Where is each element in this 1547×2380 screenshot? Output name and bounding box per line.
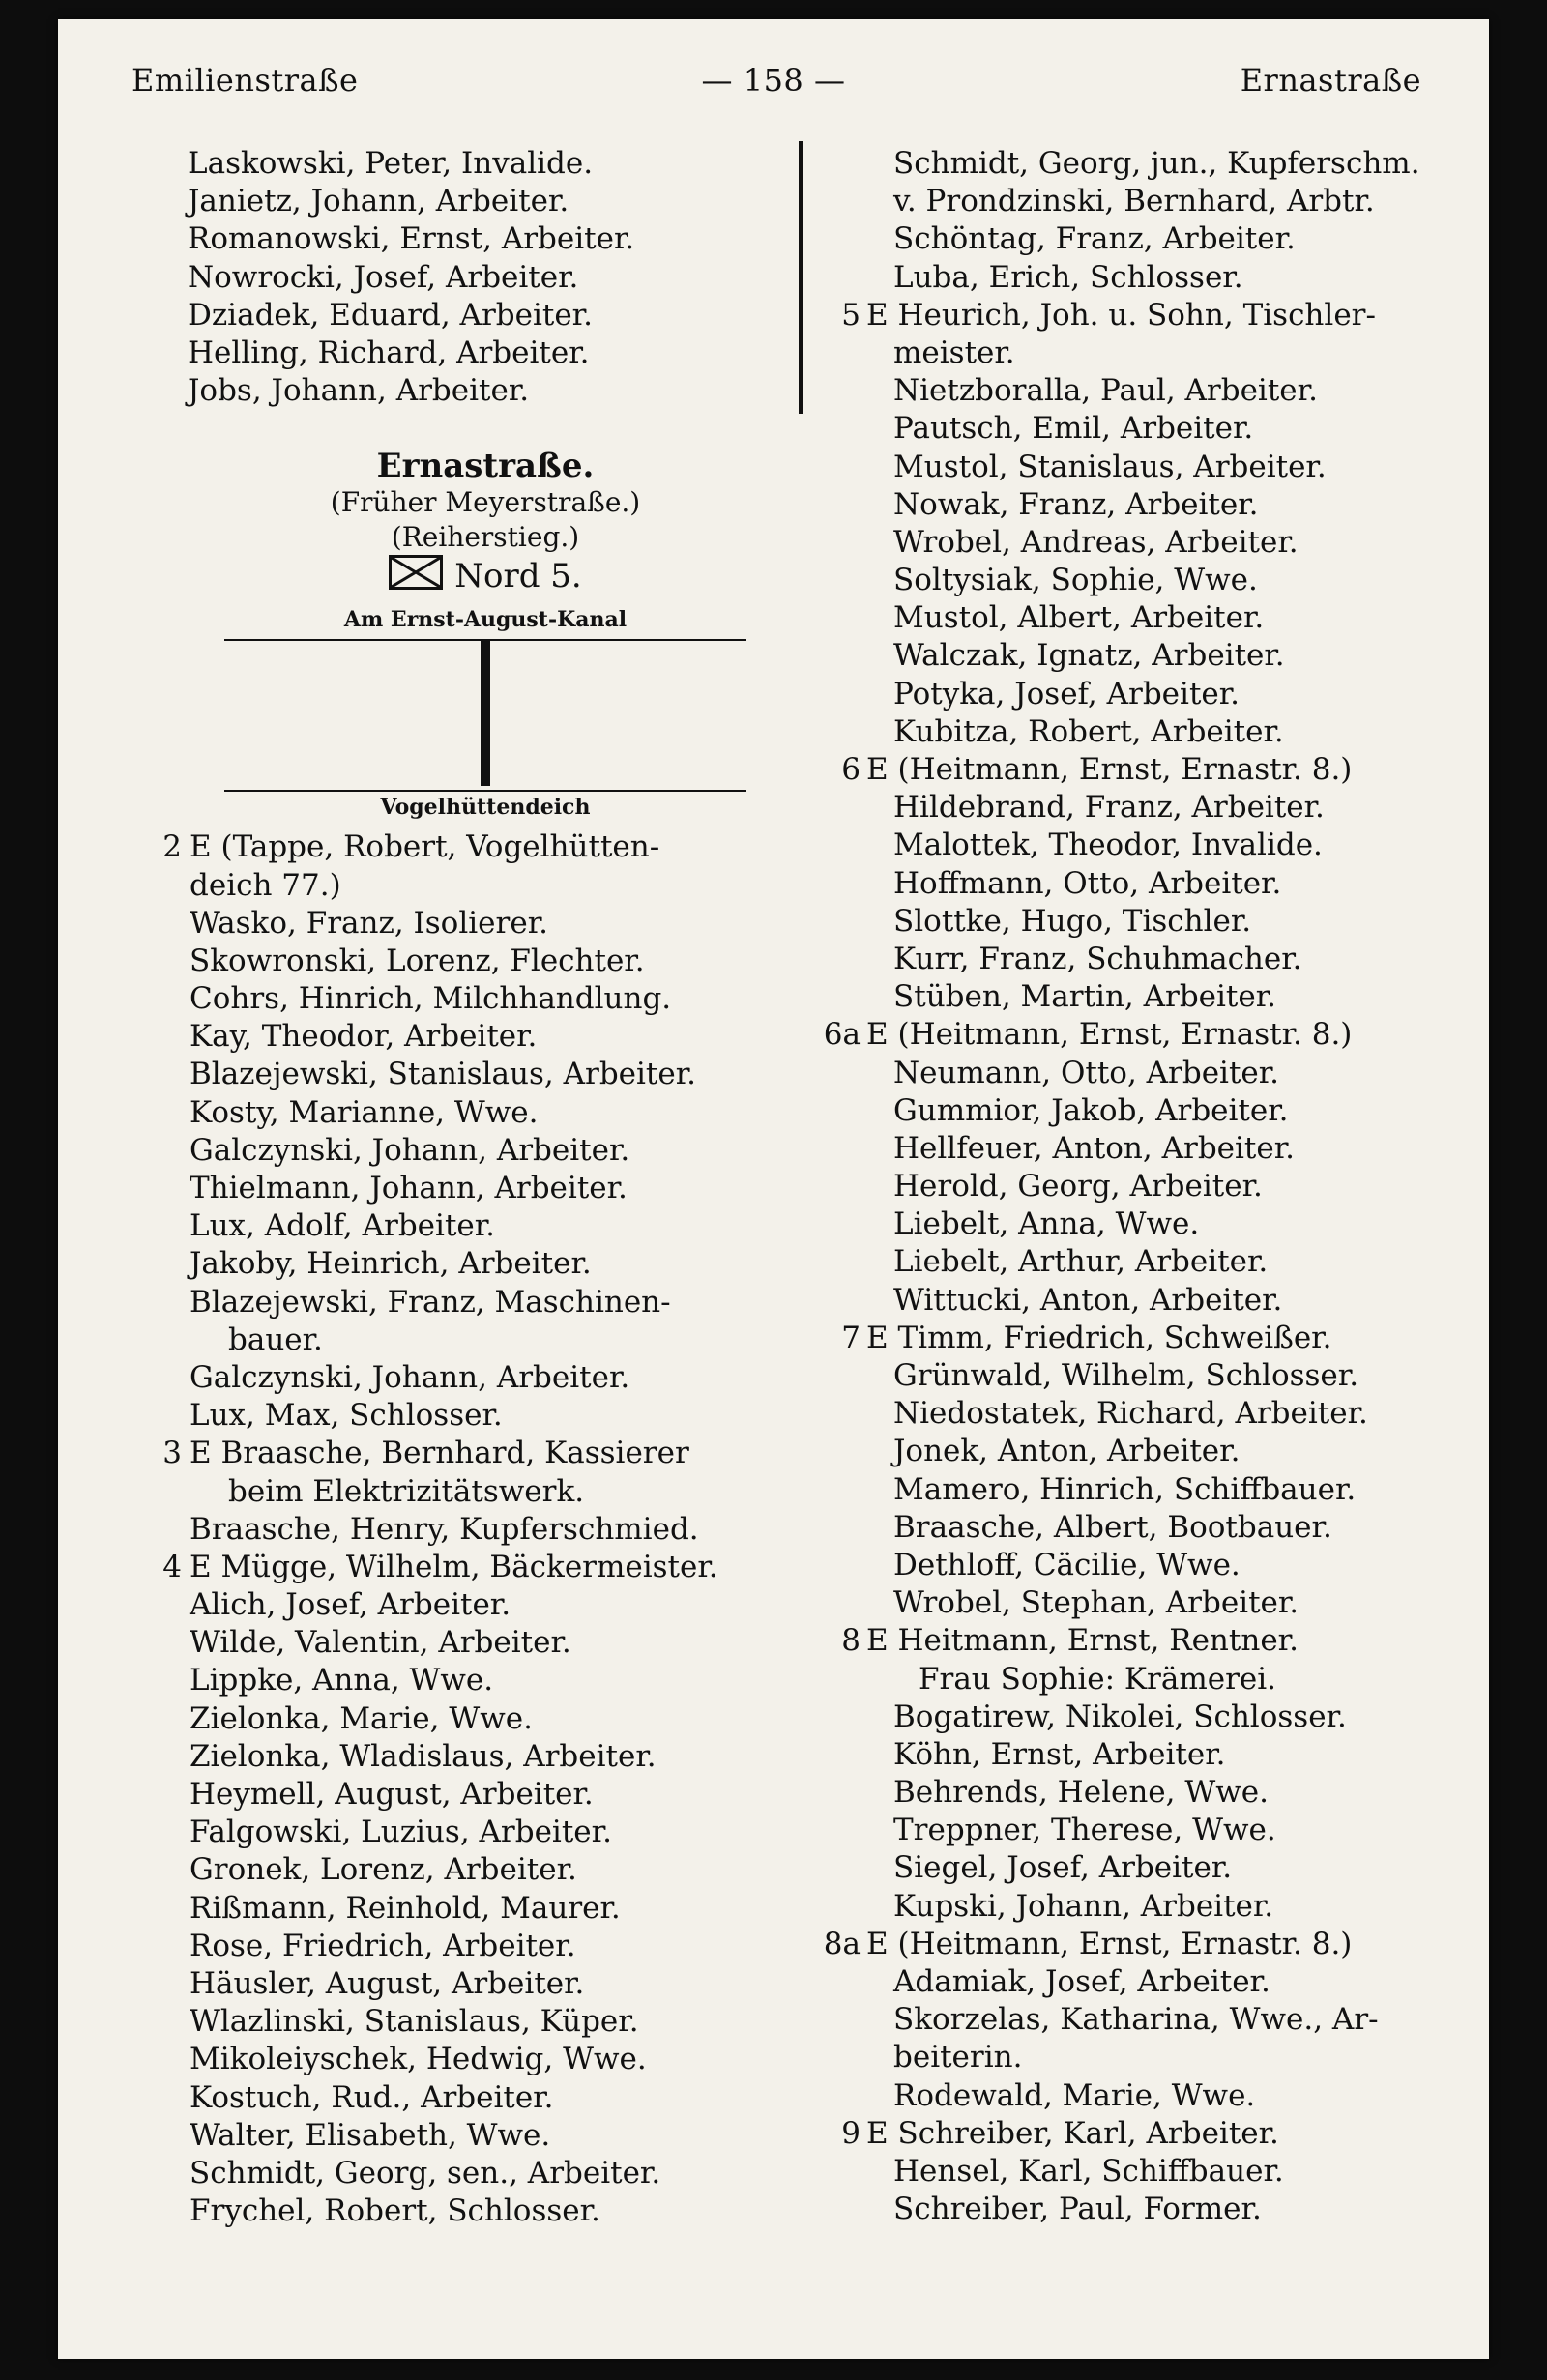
entry-text: Braasche, Henry, Kupferschmied. bbox=[190, 1511, 699, 1547]
entry-text: E (Heitmann, Ernst, Ernastr. 8.) bbox=[866, 1017, 1353, 1053]
entry-text: Blazejewski, Stanislaus, Arbeiter. bbox=[190, 1057, 696, 1092]
entry-text: Stüben, Martin, Arbeiter. bbox=[893, 979, 1276, 1015]
directory-entry bbox=[155, 1284, 793, 1321]
house-number: 4 bbox=[162, 1549, 182, 1584]
entry-text: Alich, Josef, Arbeiter. bbox=[190, 1587, 511, 1623]
left-house-entries bbox=[155, 828, 793, 2230]
directory-entry bbox=[832, 1963, 1450, 2001]
directory-entry bbox=[155, 145, 793, 183]
entry-text: Wlazlinski, Stanislaus, Küper. bbox=[190, 2004, 639, 2040]
directory-page bbox=[58, 19, 1489, 2359]
entry-text: Schmidt, Georg, jun., Kupferschm. bbox=[893, 146, 1420, 181]
directory-entry bbox=[155, 372, 793, 410]
directory-entry bbox=[155, 297, 793, 334]
entry-text: Neumann, Otto, Arbeiter. bbox=[893, 1055, 1280, 1090]
entry-text: Potyka, Josef, Arbeiter. bbox=[893, 676, 1241, 711]
entry-text: Luba, Erich, Schlosser. bbox=[893, 259, 1243, 295]
directory-entry bbox=[832, 1849, 1450, 1887]
entry-text: Rißmann, Reinhold, Maurer. bbox=[190, 1890, 621, 1926]
directory-entry bbox=[155, 943, 793, 980]
entry-text: E Timm, Friedrich, Schweißer. bbox=[866, 1320, 1332, 1355]
postal-district-label: Nord 5. bbox=[454, 557, 582, 596]
directory-entry bbox=[155, 1738, 793, 1776]
street-district: (Reiherstieg.) bbox=[391, 521, 580, 554]
entry-text: Braasche, Albert, Bootbauer. bbox=[893, 1509, 1332, 1545]
directory-entry bbox=[155, 828, 793, 866]
directory-entry bbox=[832, 1774, 1450, 1812]
directory-entry bbox=[155, 259, 793, 297]
entry-text: Skorzelas, Katharina, Wwe., Ar- bbox=[893, 2002, 1379, 2038]
directory-entry bbox=[832, 1357, 1450, 1395]
entry-text: Romanowski, Ernst, Arbeiter. bbox=[188, 221, 635, 257]
entry-text: Pautsch, Emil, Arbeiter. bbox=[893, 411, 1254, 447]
directory-entry bbox=[823, 1926, 1450, 1963]
house-number: 8 bbox=[841, 1623, 861, 1659]
directory-entry bbox=[832, 865, 1450, 903]
entry-text: Malottek, Theodor, Invalide. bbox=[893, 827, 1323, 863]
entry-text: Niedostatek, Richard, Arbeiter. bbox=[893, 1396, 1368, 1432]
directory-entry bbox=[832, 1130, 1450, 1168]
directory-entry bbox=[155, 1890, 793, 1928]
directory-entry bbox=[155, 2041, 793, 2078]
entry-text: Mustol, Albert, Arbeiter. bbox=[893, 600, 1265, 636]
street-end-label: Vogelhüttendeich bbox=[380, 795, 591, 821]
entry-text: Lux, Adolf, Arbeiter. bbox=[190, 1208, 496, 1244]
house-number: 6a bbox=[823, 1017, 861, 1053]
directory-entry bbox=[832, 1395, 1450, 1433]
directory-entry bbox=[832, 410, 1450, 448]
directory-entry bbox=[155, 1359, 793, 1397]
directory-entry bbox=[832, 2001, 1450, 2039]
directory-entry bbox=[155, 1170, 793, 1207]
entry-text: Schmidt, Georg, sen., Arbeiter. bbox=[190, 2155, 661, 2191]
entry-text: Kupski, Johann, Arbeiter. bbox=[893, 1888, 1274, 1924]
entry-text: Blazejewski, Franz, Maschinen- bbox=[190, 1284, 671, 1320]
directory-entry bbox=[832, 183, 1450, 220]
directory-entry bbox=[832, 1168, 1450, 1205]
directory-entry bbox=[155, 1321, 793, 1359]
directory-entry bbox=[155, 1018, 793, 1056]
directory-entry bbox=[155, 1397, 793, 1435]
entry-text: Kosty, Marianne, Wwe. bbox=[190, 1094, 539, 1130]
directory-entry bbox=[832, 562, 1450, 599]
directory-entry bbox=[832, 1433, 1450, 1470]
directory-entry bbox=[832, 1547, 1450, 1584]
page-number: — 158 — bbox=[701, 62, 846, 99]
directory-entry bbox=[832, 449, 1450, 486]
entry-text: meister. bbox=[893, 334, 1015, 370]
directory-entry bbox=[832, 1509, 1450, 1547]
directory-entry bbox=[155, 1511, 793, 1549]
entry-text: Zielonka, Wladislaus, Arbeiter. bbox=[190, 1738, 657, 1774]
entry-text: Liebelt, Arthur, Arbeiter. bbox=[893, 1244, 1269, 1280]
directory-entry bbox=[832, 1092, 1450, 1130]
entry-text: Siegel, Josef, Arbeiter. bbox=[893, 1850, 1233, 1886]
entry-text: Häusler, August, Arbeiter. bbox=[190, 1965, 585, 2001]
directory-entry bbox=[155, 1207, 793, 1245]
directory-entry bbox=[155, 1056, 793, 1093]
directory-entry bbox=[823, 1016, 1450, 1054]
entry-text: Skowronski, Lorenz, Flechter. bbox=[190, 943, 645, 978]
directory-entry bbox=[155, 1965, 793, 2003]
entry-text: Galczynski, Johann, Arbeiter. bbox=[190, 1132, 630, 1168]
entry-text: Köhn, Ernst, Arbeiter. bbox=[893, 1736, 1226, 1772]
directory-entry bbox=[832, 1584, 1450, 1622]
directory-entry bbox=[832, 297, 1450, 334]
entry-text: Frychel, Robert, Schlosser. bbox=[190, 2193, 600, 2229]
directory-entry bbox=[832, 524, 1450, 562]
entry-text: Kurr, Franz, Schuhmacher. bbox=[893, 941, 1302, 976]
directory-entry bbox=[155, 1094, 793, 1132]
directory-entry bbox=[832, 637, 1450, 675]
directory-entry bbox=[832, 827, 1450, 864]
entry-text: Treppner, Therese, Wwe. bbox=[893, 1813, 1276, 1848]
directory-entry bbox=[832, 1812, 1450, 1849]
entry-text: Schöntag, Franz, Arbeiter. bbox=[893, 221, 1296, 257]
directory-entry bbox=[832, 1471, 1450, 1509]
left-column bbox=[155, 145, 793, 2230]
directory-entry bbox=[832, 259, 1450, 297]
entry-text: beim Elektrizitätswerk. bbox=[228, 1473, 585, 1509]
entry-text: Kay, Theodor, Arbeiter. bbox=[190, 1019, 538, 1055]
entry-text: E Braasche, Bernhard, Kassierer bbox=[190, 1436, 689, 1471]
directory-entry bbox=[832, 1055, 1450, 1092]
directory-entry bbox=[832, 2077, 1450, 2115]
entry-text: Rose, Friedrich, Arbeiter. bbox=[190, 1928, 576, 1963]
directory-entry bbox=[155, 1435, 793, 1472]
directory-entry bbox=[155, 1473, 793, 1511]
entry-text: Wittucki, Anton, Arbeiter. bbox=[893, 1282, 1283, 1318]
entry-text: Cohrs, Hinrich, Milchhandlung. bbox=[190, 981, 672, 1017]
street-title: Ernastraße. bbox=[376, 447, 595, 486]
entry-text: Kostuch, Rud., Arbeiter. bbox=[190, 2079, 554, 2115]
directory-entry bbox=[155, 1245, 793, 1283]
directory-entry bbox=[155, 1624, 793, 1662]
entry-text: Mikoleiyschek, Hedwig, Wwe. bbox=[190, 2042, 647, 2077]
entry-text: Dethloff, Cäcilie, Wwe. bbox=[893, 1547, 1241, 1582]
directory-entry bbox=[832, 713, 1450, 751]
entry-text: Schreiber, Paul, Former. bbox=[893, 2191, 1262, 2227]
running-head bbox=[58, 62, 1489, 110]
entry-text: deich 77.) bbox=[190, 867, 341, 903]
entry-text: E (Heitmann, Ernst, Ernastr. 8.) bbox=[866, 1926, 1353, 1961]
entry-text: Wrobel, Stephan, Arbeiter. bbox=[893, 1585, 1299, 1621]
entry-text: Laskowski, Peter, Invalide. bbox=[188, 146, 594, 181]
directory-entry bbox=[832, 1205, 1450, 1243]
entry-text: Herold, Georg, Arbeiter. bbox=[893, 1169, 1263, 1205]
street-former-name: (Früher Meyerstraße.) bbox=[330, 486, 641, 519]
entry-text: Gronek, Lorenz, Arbeiter. bbox=[190, 1852, 577, 1888]
entry-text: Bogatirew, Nikolei, Schlosser. bbox=[893, 1698, 1347, 1734]
directory-entry bbox=[155, 1700, 793, 1738]
directory-entry bbox=[832, 1888, 1450, 1926]
directory-entry bbox=[832, 978, 1450, 1016]
directory-entry bbox=[155, 183, 793, 220]
directory-entry bbox=[832, 751, 1450, 789]
directory-entry bbox=[155, 980, 793, 1018]
directory-entry bbox=[155, 2155, 793, 2192]
entry-text: Rodewald, Marie, Wwe. bbox=[893, 2077, 1256, 2113]
entry-text: Zielonka, Marie, Wwe. bbox=[190, 1700, 533, 1736]
postal-district bbox=[224, 555, 746, 596]
entry-text: Hildebrand, Franz, Arbeiter. bbox=[893, 790, 1325, 826]
directory-entry bbox=[832, 1698, 1450, 1736]
directory-entry bbox=[832, 1282, 1450, 1320]
directory-entry bbox=[155, 2079, 793, 2117]
entry-text: Wilde, Valentin, Arbeiter. bbox=[190, 1625, 571, 1661]
entry-text: E Heitmann, Ernst, Rentner. bbox=[866, 1623, 1299, 1659]
envelope-icon bbox=[389, 555, 443, 590]
entry-text: Mustol, Stanislaus, Arbeiter. bbox=[893, 449, 1327, 484]
house-number: 9 bbox=[841, 2115, 861, 2151]
street-heading-block bbox=[224, 447, 746, 828]
entry-text: Hellfeuer, Anton, Arbeiter. bbox=[893, 1130, 1295, 1166]
header-left-street: Emilienstraße bbox=[131, 62, 359, 99]
directory-entry bbox=[832, 372, 1450, 410]
entry-text: Kubitza, Robert, Arbeiter. bbox=[893, 713, 1284, 749]
entry-text: Behrends, Helene, Wwe. bbox=[893, 1775, 1269, 1811]
house-number: 5 bbox=[841, 297, 861, 333]
entry-text: Falgowski, Luzius, Arbeiter. bbox=[190, 1814, 612, 1850]
directory-entry bbox=[155, 220, 793, 258]
directory-entry bbox=[832, 2115, 1450, 2153]
directory-entry bbox=[155, 1132, 793, 1170]
directory-entry bbox=[155, 1851, 793, 1889]
entry-text: Helling, Richard, Arbeiter. bbox=[188, 334, 590, 370]
directory-entry bbox=[155, 867, 793, 905]
entry-text: Hensel, Karl, Schiffbauer. bbox=[893, 2153, 1284, 2189]
entry-text: Jonek, Anton, Arbeiter. bbox=[893, 1434, 1241, 1469]
entry-text: Gummior, Jakob, Arbeiter. bbox=[893, 1092, 1289, 1128]
house-number: 2 bbox=[162, 829, 182, 865]
directory-entry bbox=[832, 1736, 1450, 1774]
header-right-street: Ernastraße bbox=[1240, 62, 1421, 99]
directory-entry bbox=[832, 599, 1450, 637]
entry-text: E (Tappe, Robert, Vogelhütten- bbox=[190, 829, 660, 865]
entry-text: Galczynski, Johann, Arbeiter. bbox=[190, 1359, 630, 1395]
entry-text: E Schreiber, Karl, Arbeiter. bbox=[866, 2115, 1279, 2151]
entry-text: bauer. bbox=[228, 1321, 323, 1357]
directory-entry bbox=[155, 2117, 793, 2155]
left-top-entries bbox=[155, 145, 793, 410]
directory-entry bbox=[832, 2153, 1450, 2191]
entry-text: Wasko, Franz, Isolierer. bbox=[190, 905, 548, 941]
entry-text: beiterin. bbox=[893, 2040, 1023, 2075]
directory-entry bbox=[832, 1320, 1450, 1357]
street-diagram-street-line bbox=[481, 641, 490, 786]
directory-entry bbox=[832, 903, 1450, 941]
directory-entry bbox=[155, 1814, 793, 1851]
entry-text: Soltysiak, Sophie, Wwe. bbox=[893, 563, 1258, 598]
directory-entry bbox=[155, 1549, 793, 1586]
entry-text: Lippke, Anna, Wwe. bbox=[190, 1663, 494, 1698]
entry-text: Dziadek, Eduard, Arbeiter. bbox=[188, 297, 593, 333]
house-number: 3 bbox=[162, 1436, 182, 1471]
right-house-entries bbox=[823, 145, 1450, 2228]
entry-text: Nowrocki, Josef, Arbeiter. bbox=[188, 259, 579, 295]
entry-text: Heymell, August, Arbeiter. bbox=[190, 1777, 594, 1812]
entry-text: Liebelt, Anna, Wwe. bbox=[893, 1206, 1200, 1242]
directory-entry bbox=[832, 789, 1450, 827]
entry-text: Nowak, Franz, Arbeiter. bbox=[893, 486, 1259, 522]
directory-entry bbox=[832, 220, 1450, 258]
right-column bbox=[823, 145, 1450, 2228]
entry-text: Jobs, Johann, Arbeiter. bbox=[188, 373, 530, 409]
entry-text: Frau Sophie: Krämerei. bbox=[919, 1661, 1277, 1697]
house-number: 7 bbox=[841, 1320, 861, 1355]
entry-text: Thielmann, Johann, Arbeiter. bbox=[190, 1171, 628, 1205]
entry-text: Janietz, Johann, Arbeiter. bbox=[188, 184, 569, 219]
house-number: 6 bbox=[841, 752, 861, 787]
directory-entry bbox=[832, 486, 1450, 524]
directory-entry bbox=[155, 1586, 793, 1624]
entry-text: Jakoby, Heinrich, Arbeiter. bbox=[190, 1246, 592, 1282]
directory-entry bbox=[155, 905, 793, 943]
directory-entry bbox=[155, 2192, 793, 2230]
entry-text: Hoffmann, Otto, Arbeiter. bbox=[893, 865, 1282, 901]
entry-text: E Mügge, Wilhelm, Bäckermeister. bbox=[190, 1549, 718, 1584]
street-start-label: Am Ernst-August-Kanal bbox=[343, 607, 628, 633]
entry-text: v. Prondzinski, Bernhard, Arbtr. bbox=[893, 184, 1375, 219]
directory-entry bbox=[155, 334, 793, 372]
entry-text: Wrobel, Andreas, Arbeiter. bbox=[893, 524, 1299, 560]
entry-text: Adamiak, Josef, Arbeiter. bbox=[893, 1964, 1270, 1999]
entry-text: Walczak, Ignatz, Arbeiter. bbox=[893, 638, 1285, 674]
entry-text: Mamero, Hinrich, Schiffbauer. bbox=[893, 1471, 1357, 1507]
directory-entry bbox=[155, 1776, 793, 1814]
entry-text: E (Heitmann, Ernst, Ernastr. 8.) bbox=[866, 752, 1353, 787]
directory-entry bbox=[155, 1662, 793, 1699]
directory-entry bbox=[832, 2191, 1450, 2228]
entry-text: Lux, Max, Schlosser. bbox=[190, 1398, 503, 1434]
entry-text: Walter, Elisabeth, Wwe. bbox=[190, 2117, 551, 2153]
directory-entry bbox=[832, 1661, 1450, 1698]
directory-entry bbox=[832, 145, 1450, 183]
house-number: 8a bbox=[823, 1926, 861, 1961]
entry-text: Slottke, Hugo, Tischler. bbox=[893, 903, 1252, 939]
directory-entry bbox=[832, 676, 1450, 713]
entry-text: Grünwald, Wilhelm, Schlosser. bbox=[893, 1358, 1359, 1393]
column-divider bbox=[799, 141, 803, 414]
directory-entry bbox=[832, 2039, 1450, 2076]
directory-entry bbox=[832, 1622, 1450, 1660]
directory-entry bbox=[832, 334, 1450, 372]
directory-entry bbox=[155, 2003, 793, 2041]
directory-entry bbox=[832, 1243, 1450, 1281]
entry-text: Nietzboralla, Paul, Arbeiter. bbox=[893, 373, 1318, 409]
directory-entry bbox=[155, 1928, 793, 1965]
directory-entry bbox=[832, 941, 1450, 978]
entry-text: E Heurich, Joh. u. Sohn, Tischler- bbox=[866, 297, 1376, 333]
